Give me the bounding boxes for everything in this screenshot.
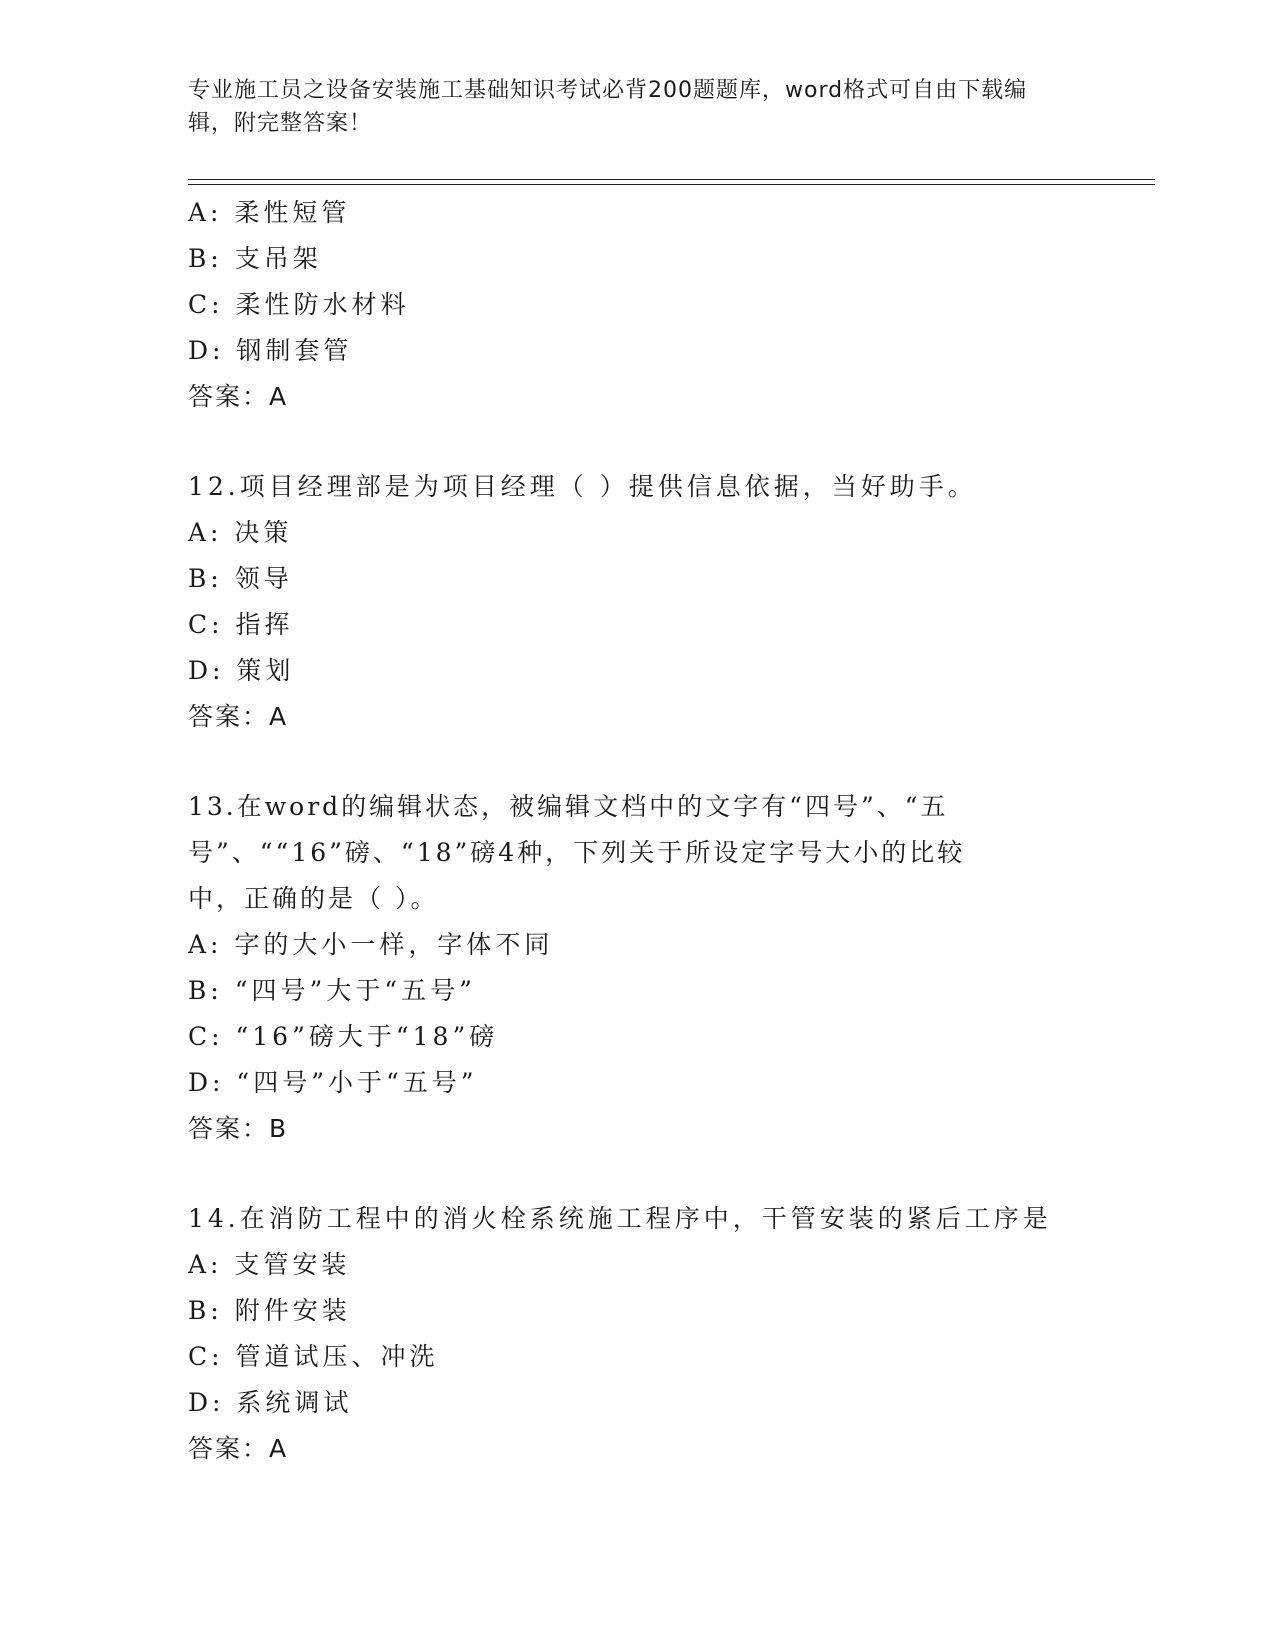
- option-d: D: 钢制套管: [188, 336, 353, 365]
- option-c: C: 管道试压、冲洗: [188, 1342, 439, 1371]
- answer-line: 答案：B: [188, 1114, 289, 1143]
- option-b: B: “四号”大于“五号”: [188, 976, 476, 1005]
- spacer: [188, 740, 1088, 784]
- header-divider-top: [188, 179, 1155, 180]
- question-block-11: [188, 190, 1088, 420]
- question-text: 14.在消防工程中的消火栓系统施工程序中，干管安装的紧后工序是: [188, 1204, 1052, 1233]
- option-b: B: 领导: [188, 564, 293, 593]
- question-text: 13.在word的编辑状态，被编辑文档中的文字有“四号”、“五号”、““16”磅、“18”磅4种，下列关于所设定字号大小的比较中，正确的是（ ）。: [188, 792, 966, 913]
- option-d: D: “四号”小于“五号”: [188, 1068, 478, 1097]
- option-c: C: 柔性防水材料: [188, 290, 410, 319]
- question-block-12: [188, 464, 1088, 740]
- option-c: C: “16”磅大于“18”磅: [188, 1022, 499, 1051]
- option-a: A: 支管安装: [188, 1250, 351, 1279]
- question-block-14: [188, 1196, 1088, 1472]
- question-block-13: [188, 784, 1088, 1152]
- answer-line: 答案：A: [188, 382, 289, 411]
- option-a: A: 柔性短管: [188, 198, 351, 227]
- spacer: [188, 420, 1088, 464]
- header-divider-bottom: [188, 184, 1155, 185]
- option-b: B: 支吊架: [188, 244, 322, 273]
- option-d: D: 策划: [188, 656, 295, 685]
- option-d: D: 系统调试: [188, 1388, 353, 1417]
- option-a: A: 决策: [188, 518, 293, 547]
- spacer: [188, 1152, 1088, 1196]
- answer-line: 答案：A: [188, 702, 289, 731]
- answer-line: 答案：A: [188, 1434, 289, 1463]
- option-a: A: 字的大小一样，字体不同: [188, 930, 554, 959]
- option-c: C: 指挥: [188, 610, 294, 639]
- document-title: 专业施工员之设备安装施工基础知识考试必背200题题库，word格式可自由下载编辑，附完整答案！: [188, 78, 1028, 136]
- question-list: [188, 190, 1088, 1472]
- question-text: 12.项目经理部是为项目经理（ ）提供信息依据，当好助手。: [188, 472, 977, 501]
- option-b: B: 附件安装: [188, 1296, 351, 1325]
